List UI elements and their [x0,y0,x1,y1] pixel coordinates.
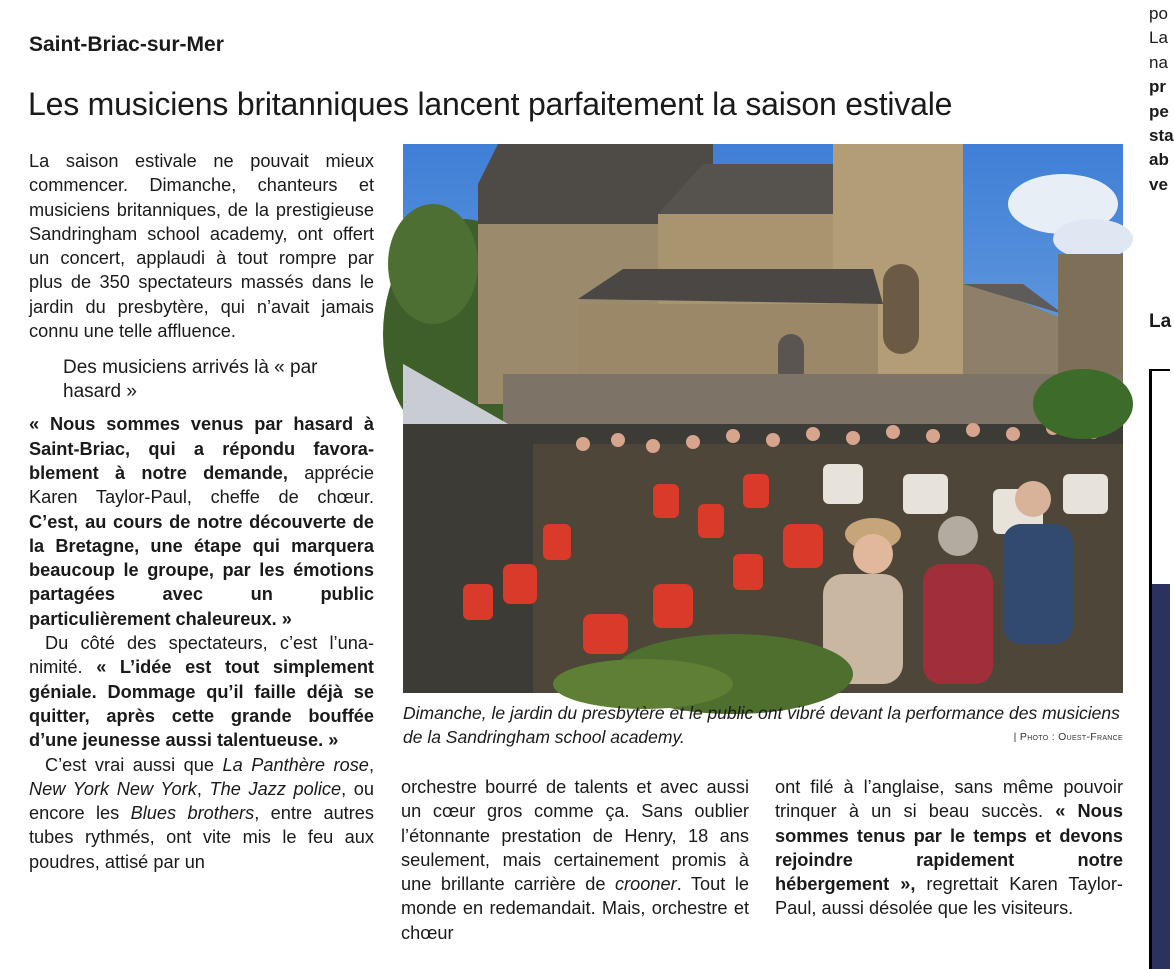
text-span: . Tout le monde en redemandait. Mais, orchestre et chœur [401,874,749,943]
text-span: , [196,778,210,799]
fragment-line: La [1149,28,1168,47]
quote-bold-2: C’est, au cours de notre découverte de la Bretagne, une étape qui marquera beaucoup le groupe, par les émotions partagées avec un public particulièrement chaleureux. » [29,511,374,629]
kicker-location: Saint-Briac-sur-Mer [29,33,224,56]
photo-caption: Dimanche, le jardin du presbytère et le public ont vibré devant la performance des musiciens de la Sandringham school academy. [403,703,1120,747]
text-span: Du côté des spectateurs, c’est l’unanimité. [29,633,374,678]
text-span: , entre autres tubes rythmés, ont vite mis le feu aux poudres, attisé par un [29,803,374,872]
paragraph-intro: La saison estivale ne pouvait mieux commencer. Dimanche, chanteurs et musiciens britanniques, de la prestigieuse Sandringham school academy, ont offert un concert, applaudi à tout rompre par plus de 350 spectateurs massés dans le jardin du presbytère, qui n’avait jamais connu une telle affluence. [29,151,374,342]
fragment-heading: La [1149,311,1172,332]
text-span: orchestre bourré de talents et avec aussi un cœur gros comme ça. Sans oublier l’étonnante prestation de Henry, 18 ans seulement, mais certainement promis à une brillante carrière de [401,777,749,895]
paragraph-songs [29,753,374,874]
text-span: C’est vrai aussi que [45,754,223,775]
song-title: New York New York [29,778,197,799]
paragraph-orchestra [401,775,749,945]
fragment-line: sta [1149,126,1174,145]
italic-word: crooner [615,874,677,895]
fragment-line: po [1149,4,1168,23]
fragment-line: ve [1149,175,1168,194]
article-column-3 [775,775,1123,921]
concert-photo-illustration [403,144,1123,693]
quote-bold: « Nous sommes venus par hasard à Saint-Briac, qui a répondu favorablement à notre demande, [29,414,374,483]
adjacent-box [1149,369,1170,969]
song-title: Blues brothers [130,803,255,824]
text-span: regrettait Karen Taylor-Paul, aussi désolée que les visiteurs. [775,874,1123,919]
text-span: , ou encore les [29,778,375,824]
quote-bold-4: « Nous sommes tenus par le temps et devons rejoindre rapidement notre hébergement », [775,801,1123,895]
article-column-1 [29,149,374,874]
song-title: The Jazz police [209,778,342,799]
quote-bold-3: « L’idée est tout simplement géniale. Dommage qu’il faille déjà se quitter, après cette grande bouffée d’une jeunesse aussi talentueuse. » [29,657,374,751]
fragment-line: pe [1149,102,1169,121]
article-column-2 [401,775,749,945]
text-span: ont filé à l’anglaise, sans même pouvoir trinquer à un si beau succès. [775,777,1123,822]
article-headline: Les musiciens britanniques lancent parfaitement la saison estivale [28,86,953,122]
adjacent-box-fill [1152,584,1170,969]
fragment-line: ab [1149,150,1169,169]
text-span: , [368,754,374,775]
subheading: Des musiciens arrivés là « par hasard » [63,357,318,403]
photo-credit: | Photo : Ouest-France [1013,731,1123,743]
paragraph-spectators [29,631,374,752]
quote-attribution: apprécie Karen Taylor-Paul, cheffe de chœur. [29,462,375,508]
article-photo [403,144,1123,693]
fragment-line: pr [1149,77,1166,96]
song-title: La Panthère rose [222,754,369,775]
paragraph-closing [775,775,1123,921]
paragraph-quote-1 [29,412,374,631]
fragment-line: na [1149,53,1168,72]
